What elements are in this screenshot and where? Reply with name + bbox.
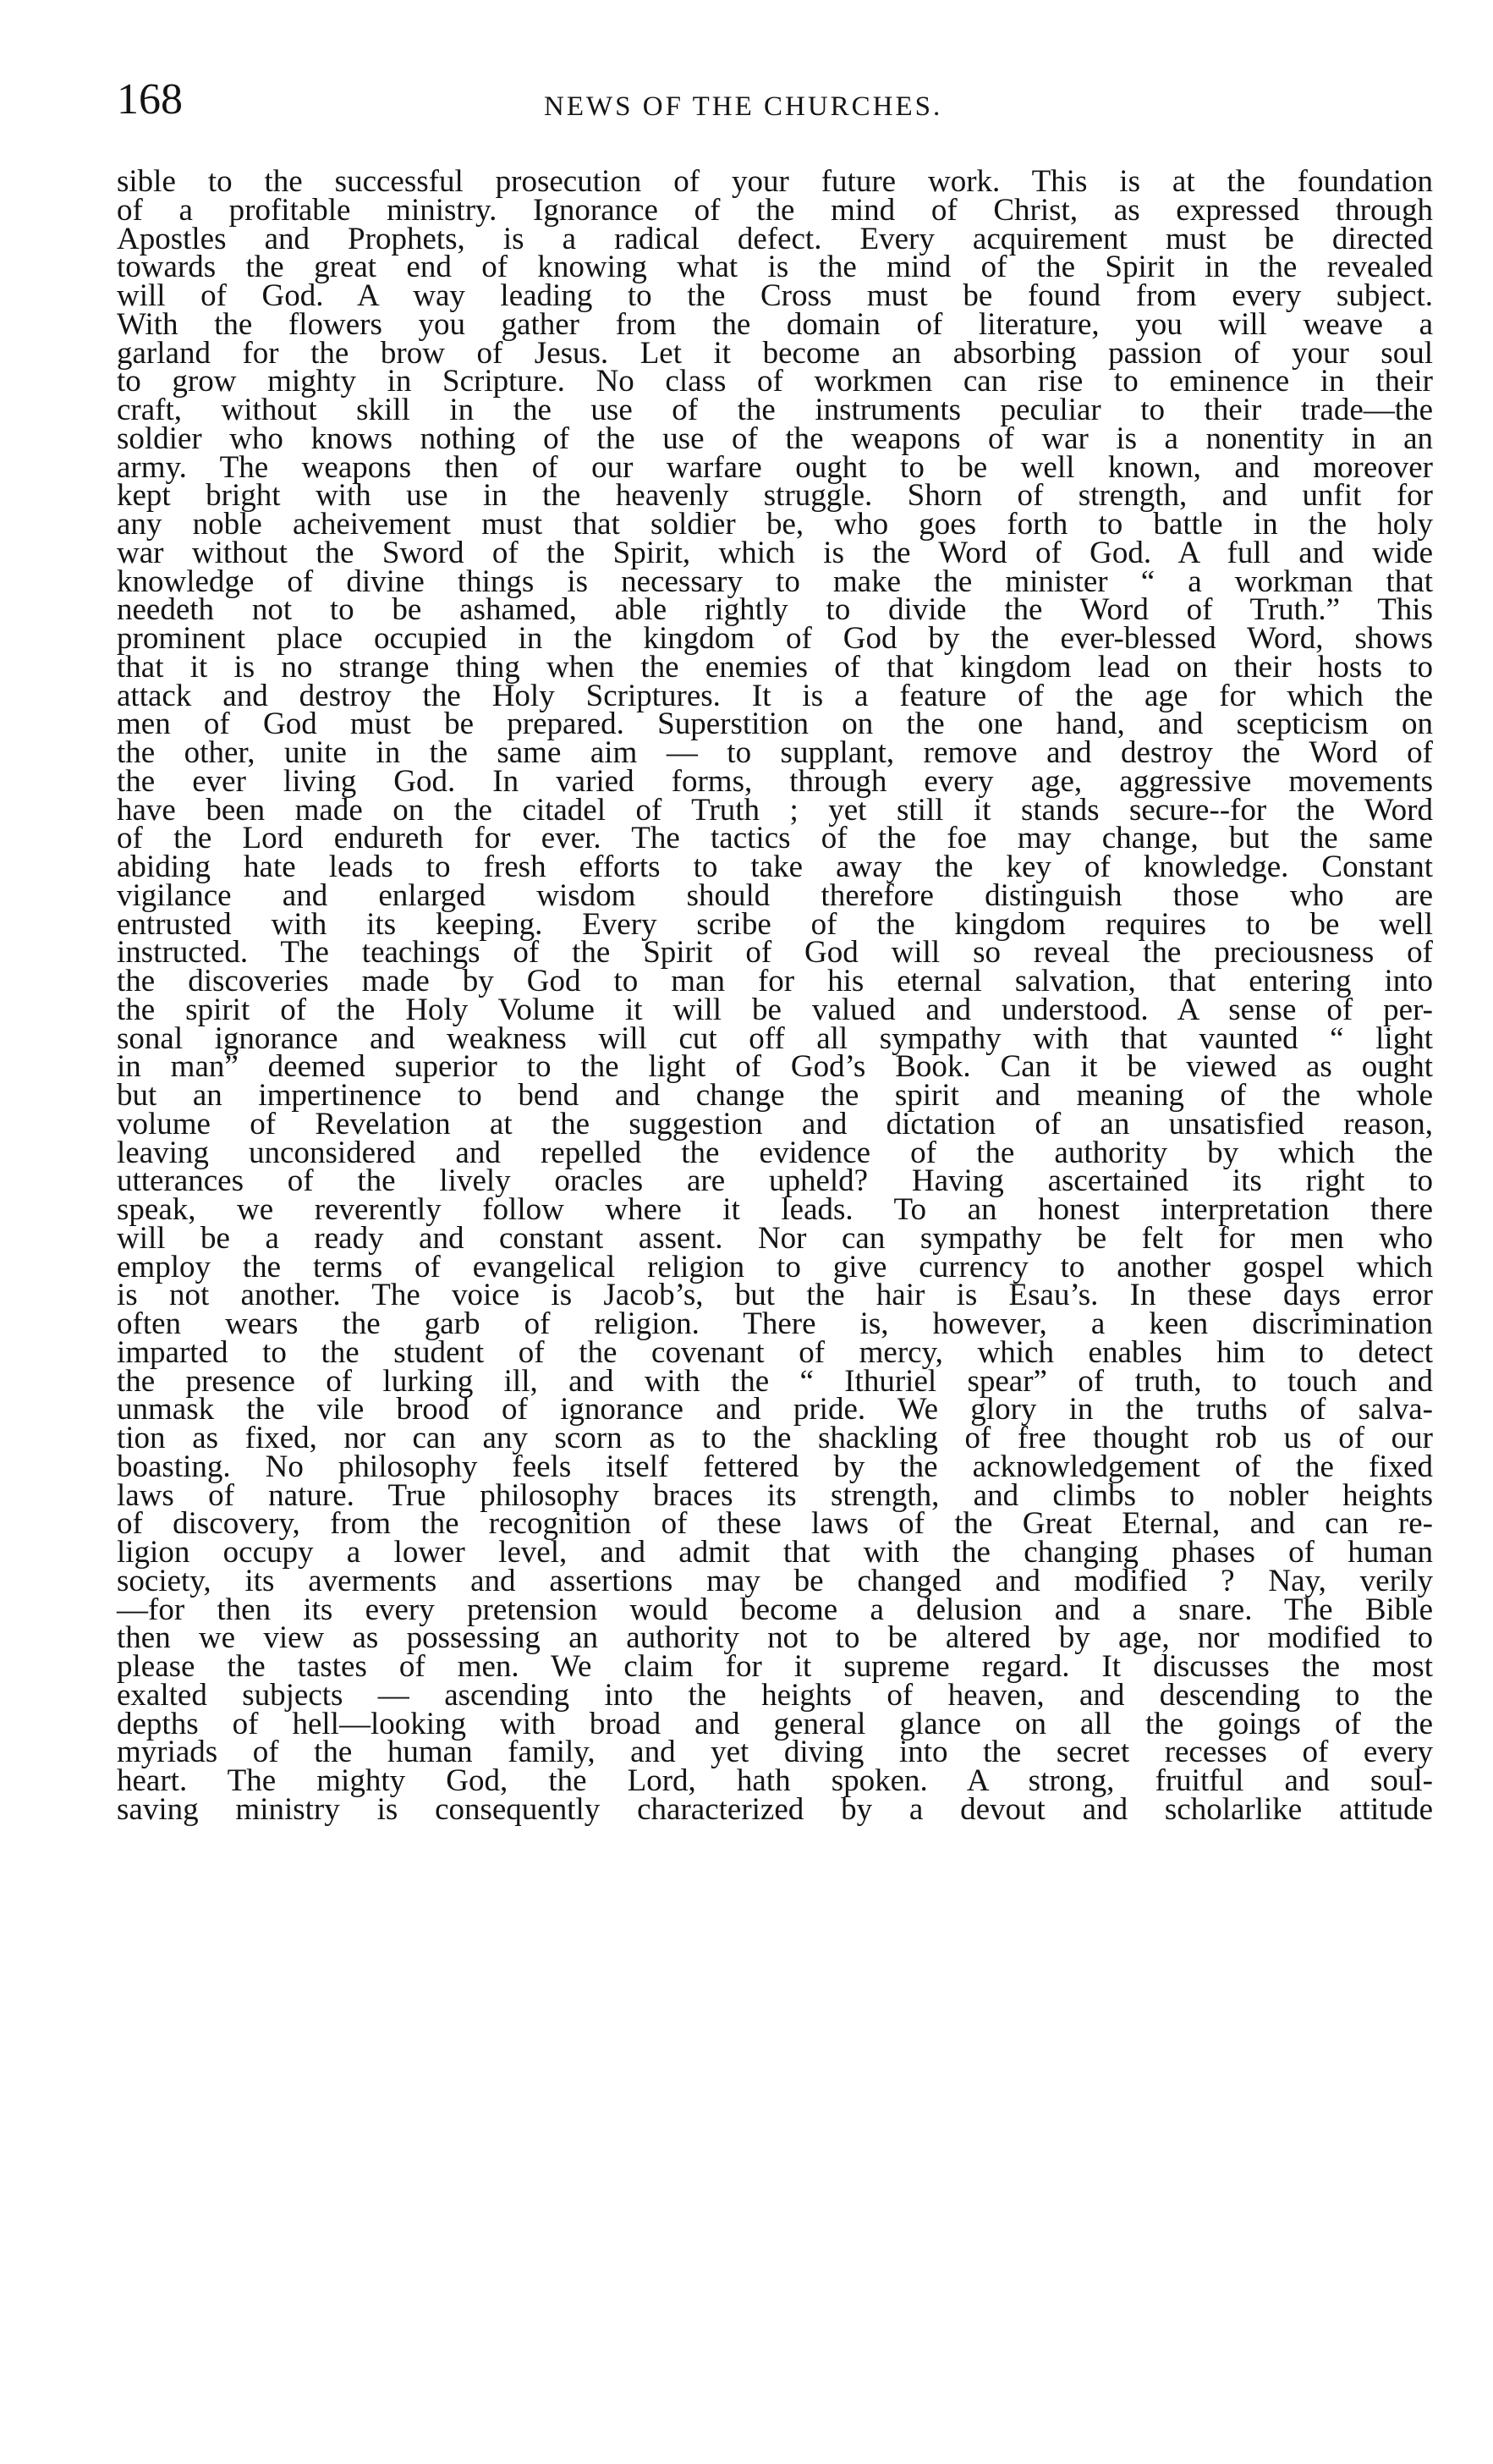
text-line: society, its averments and assertions may be changed and modified ? Nay, verily [117, 1563, 1433, 1598]
text-line: the other, unite in the same aim — to supplant, remove and destroy the Word of [117, 735, 1433, 770]
text-line: exalted subjects — ascending into the heights of heaven, and descending to the [117, 1677, 1433, 1713]
text-line: imparted to the student of the covenant of mercy, which enables him to detect [117, 1334, 1433, 1370]
text-line: —for then its every pretension would become a delusion and a snare. The Bible [117, 1592, 1433, 1627]
text-line: please the tastes of men. We claim for it supreme regard. It discusses the most [117, 1649, 1433, 1684]
text-line: the presence of lurking ill, and with the “ Ithuriel spear” of truth, to touch and [117, 1363, 1433, 1399]
text-line: instructed. The teachings of the Spirit of God will so reveal the preciousness of [117, 935, 1433, 971]
body-paragraph [117, 164, 1433, 1827]
text-line: war without the Sword of the Spirit, which is the Word of God. A full and wide [117, 535, 1433, 570]
text-line: any noble acheivement must that soldier be, who goes forth to battle in the holy [117, 507, 1433, 542]
text-line: kept bright with use in the heavenly struggle. Shorn of strength, and unfit for [117, 478, 1433, 514]
text-line: ligion occupy a lower level, and admit that with the changing phases of human [117, 1535, 1433, 1570]
text-line: With the flowers you gather from the domain of literature, you will weave a [117, 306, 1433, 342]
text-line: that it is no strange thing when the enemies of that kingdom lead on their hosts to [117, 649, 1433, 685]
text-line: knowledge of divine things is necessary to make the minister “ a workman that [117, 564, 1433, 599]
running-head: NEWS OF THE CHURCHES. [544, 91, 943, 122]
text-line: needeth not to be ashamed, able rightly to divide the Word of Truth.” This [117, 592, 1433, 628]
text-line: leaving unconsidered and repelled the evidence of the authority by which the [117, 1135, 1433, 1170]
text-line: will of God. A way leading to the Cross must be found from every subject. [117, 278, 1433, 313]
text-line: saving ministry is consequently characterized by a devout and scholarlike attitude [117, 1791, 1433, 1827]
text-line: myriads of the human family, and yet diving into the secret recesses of every [117, 1735, 1433, 1770]
text-line: unmask the vile brood of ignorance and pride. We glory in the truths of salva- [117, 1392, 1433, 1427]
text-line: men of God must be prepared. Superstition on the one hand, and scepticism on [117, 707, 1433, 742]
text-line: utterances of the lively oracles are upheld? Having ascertained its right to [117, 1163, 1433, 1199]
text-line: sible to the successful prosecution of your future work. This is at the foundation [117, 164, 1433, 199]
text-line: attack and destroy the Holy Scriptures. It is a feature of the age for which the [117, 678, 1433, 713]
text-line: volume of Revelation at the suggestion and dictation of an unsatisfied reason, [117, 1106, 1433, 1141]
text-line: to grow mighty in Scripture. No class of workmen can rise to eminence in their [117, 364, 1433, 399]
text-line: the discoveries made by God to man for his eternal salvation, that entering into [117, 964, 1433, 998]
text-line: abiding hate leads to fresh efforts to take away the key of knowledge. Constant [117, 850, 1433, 884]
text-line: but an impertinence to bend and change the spirit and meaning of the whole [117, 1078, 1433, 1113]
text-line: of discovery, from the recognition of these laws of the Great Eternal, and can re- [117, 1506, 1433, 1542]
text-line: soldier who knows nothing of the use of the weapons of war is a nonentity in an [117, 421, 1433, 456]
text-line: of a profitable ministry. Ignorance of the mind of Christ, as expressed through [117, 192, 1433, 228]
text-line: tion as fixed, nor can any scorn as to the shackling of free thought rob us of our [117, 1421, 1433, 1455]
text-line: army. The weapons then of our warfare ought to be well known, and moreover [117, 449, 1433, 485]
text-line: have been made on the citadel of Truth ; yet still it stands secure--for the Word [117, 792, 1433, 828]
text-line: often wears the garb of religion. There is, however, a keen discrimination [117, 1306, 1433, 1341]
text-line: sonal ignorance and weakness will cut off all sympathy with that vaunted “ light [117, 1020, 1433, 1056]
text-line: is not another. The voice is Jacob’s, but the hair is Esau’s. In these days error [117, 1278, 1433, 1313]
text-line: garland for the brow of Jesus. Let it become an absorbing passion of your soul [117, 335, 1433, 371]
page-number: 168 [117, 75, 183, 124]
text-line: towards the great end of knowing what is the mind of the Spirit in the revealed [117, 250, 1433, 285]
text-line: the spirit of the Holy Volume it will be valued and understood. A sense of per- [117, 992, 1433, 1027]
text-line: will be a ready and constant assent. Nor can sympathy be felt for men who [117, 1220, 1433, 1256]
text-line: laws of nature. True philosophy braces its strength, and climbs to nobler heights [117, 1477, 1433, 1513]
text-line: of the Lord endureth for ever. The tactics of the foe may change, but the same [117, 821, 1433, 856]
text-line: depths of hell—looking with broad and general glance on all the goings of the [117, 1706, 1433, 1741]
text-line: the ever living God. In varied forms, through every age, aggressive movements [117, 763, 1433, 799]
page-header [117, 74, 1433, 134]
text-line: boasting. No philosophy feels itself fettered by the acknowledgement of the fixed [117, 1449, 1433, 1484]
text-line: entrusted with its keeping. Every scribe of the kingdom requires to be well [117, 906, 1433, 942]
text-line: Apostles and Prophets, is a radical defect. Every acquirement must be directed [117, 221, 1433, 256]
text-line: vigilance and enlarged wisdom should therefore distinguish those who are [117, 877, 1433, 913]
text-line: then we view as possessing an authority not to be altered by age, nor modified to [117, 1620, 1433, 1656]
text-line: in man” deemed superior to the light of God’s Book. Can it be viewed as ought [117, 1049, 1433, 1085]
text-line: speak, we reverently follow where it leads. To an honest interpretation there [117, 1192, 1433, 1227]
text-line: prominent place occupied in the kingdom of God by the ever-blessed Word, shows [117, 621, 1433, 656]
text-line: heart. The mighty God, the Lord, hath spoken. A strong, fruitful and soul- [117, 1763, 1433, 1798]
text-line: craft, without skill in the use of the instruments peculiar to their trade—the [117, 393, 1433, 427]
text-line: employ the terms of evangelical religion to give currency to another gospel which [117, 1249, 1433, 1284]
